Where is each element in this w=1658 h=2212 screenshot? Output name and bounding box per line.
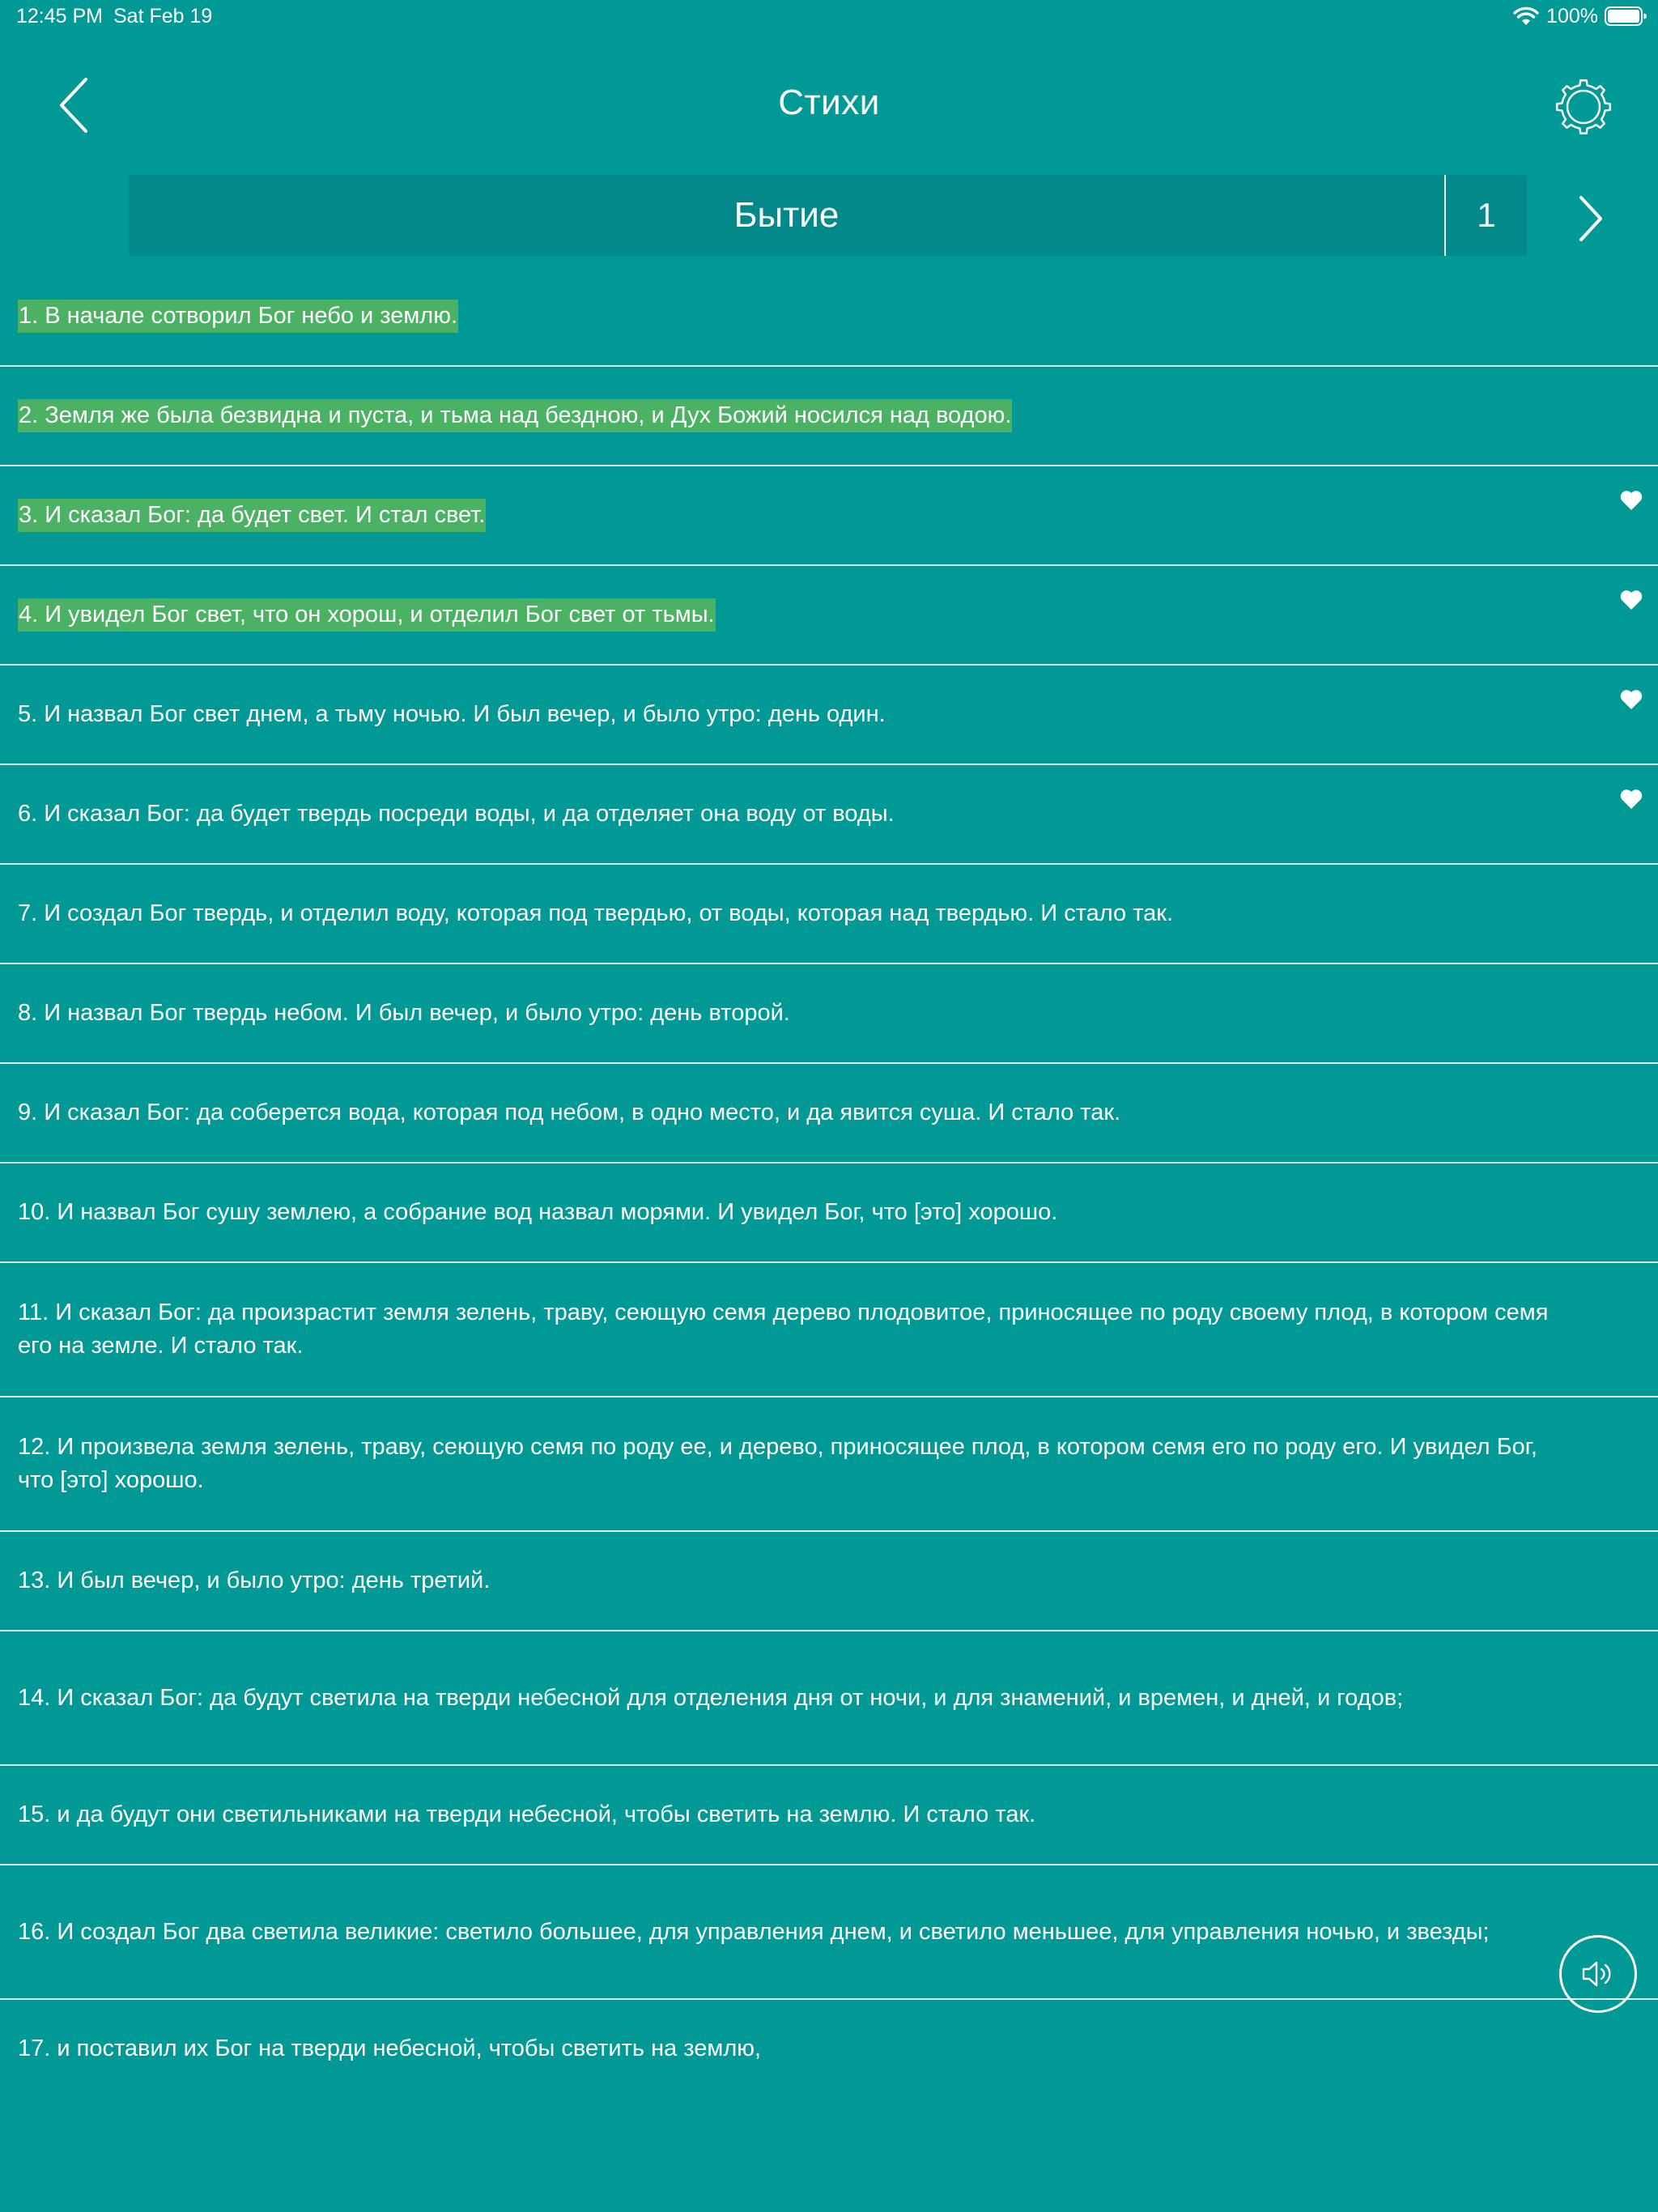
verse-row[interactable] [0, 267, 1658, 367]
favorite-heart-icon[interactable] [1619, 688, 1643, 710]
verse-text: 16. И создал Бог два светила великие: светило большее, для управления днем, и светило меньшее, для управления ночью, и звезды; [18, 1918, 1490, 1945]
wifi-icon [1512, 6, 1540, 27]
verse-row[interactable] [0, 566, 1658, 666]
verse-row[interactable] [0, 964, 1658, 1064]
status-bar [0, 0, 1658, 32]
book-select[interactable]: Бытие [129, 175, 1446, 256]
verse-text: 6. И сказал Бог: да будет твердь посреди воды, и да отделяет она воду от воды. [18, 801, 895, 827]
verse-row[interactable] [0, 1532, 1658, 1631]
verse-row[interactable] [0, 865, 1658, 964]
book-chapter-selector [129, 175, 1527, 256]
next-chapter-button[interactable] [1562, 186, 1619, 251]
verse-row[interactable] [0, 1163, 1658, 1263]
favorite-heart-icon[interactable] [1619, 489, 1643, 511]
battery-icon [1605, 6, 1647, 26]
verse-row[interactable] [0, 1766, 1658, 1865]
verse-row[interactable] [0, 1397, 1658, 1532]
verse-row[interactable] [0, 1064, 1658, 1163]
favorite-heart-icon[interactable] [1619, 589, 1643, 610]
verse-text: 13. И был вечер, и было утро: день третий. [18, 1568, 491, 1593]
battery-percentage: 100% [1546, 5, 1598, 28]
status-indicators [1512, 0, 1647, 32]
verse-list[interactable] [0, 267, 1658, 2073]
verse-row[interactable] [0, 1631, 1658, 1766]
verse-text: 7. И создал Бог твердь, и отделил воду, которая под твердью, от воды, которая над твердью. И стало так. [18, 900, 1174, 926]
settings-button[interactable] [1553, 76, 1614, 138]
verse-text: 9. И сказал Бог: да соберется вода, которая под небом, в одно место, и да явится суша. И стало так. [18, 1100, 1121, 1125]
chevron-right-icon [1576, 194, 1605, 243]
audio-play-button[interactable] [1559, 1935, 1637, 2013]
speaker-icon [1580, 1959, 1616, 1989]
verse-text: 5. И назвал Бог свет днем, а тьму ночью. И был вечер, и было утро: день один. [18, 701, 886, 727]
verse-text: 3. И сказал Бог: да будет свет. И стал свет. [18, 499, 486, 532]
page-title: Стихи [778, 83, 880, 122]
verse-text: 10. И назвал Бог сушу землею, а собрание вод назвал морями. И увидел Бог, что [это] хорошо. [18, 1199, 1058, 1225]
verse-row[interactable] [0, 367, 1658, 466]
status-date: Sat Feb 19 [113, 5, 213, 28]
verse-text: 8. И назвал Бог твердь небом. И был вечер, и было утро: день второй. [18, 1000, 790, 1026]
chapter-select[interactable]: 1 [1477, 196, 1496, 234]
verse-text: 1. В начале сотворил Бог небо и землю. [18, 300, 458, 333]
verse-row[interactable] [0, 1263, 1658, 1397]
verse-text: 2. Земля же была безвидна и пуста, и тьма над бездною, и Дух Божий носился над водою. [18, 399, 1012, 432]
verse-row[interactable] [0, 466, 1658, 566]
verse-row[interactable] [0, 765, 1658, 865]
verse-text: 4. И увидел Бог свет, что он хорош, и отделил Бог свет от тьмы. [18, 598, 716, 632]
verse-row[interactable] [0, 666, 1658, 765]
verse-text: 15. и да будут они светильниками на тверди небесной, чтобы светить на землю. И стало так. [18, 1802, 1036, 1827]
verse-text: 14. И сказал Бог: да будут светила на тверди небесной для отделения дня от ночи, и для знамений, и времен, и дней, и годов; [18, 1684, 1404, 1711]
favorite-heart-icon[interactable] [1619, 788, 1643, 810]
gear-icon [1553, 76, 1614, 138]
bottom-area [0, 2073, 1658, 2212]
verse-text: 17. и поставил их Бог на тверди небесной, чтобы светить на землю, [18, 2035, 762, 2061]
navigation-bar [0, 32, 1658, 178]
verse-row[interactable] [0, 1865, 1658, 2000]
verse-text: 11. И сказал Бог: да произрастит земля зелень, траву, сеющую семя дерево плодовитое, приносящее по роду своему плод, в котором семя его на земле. И стало так. [18, 1300, 1549, 1359]
status-time: 12:45 PM [16, 5, 104, 28]
verse-text: 12. И произвела земля зелень, траву, сеющую семя по роду ее, и дерево, приносящее плод, в котором семя его по роду его. И увидел Бог, что [это] хорошо. [18, 1434, 1537, 1493]
